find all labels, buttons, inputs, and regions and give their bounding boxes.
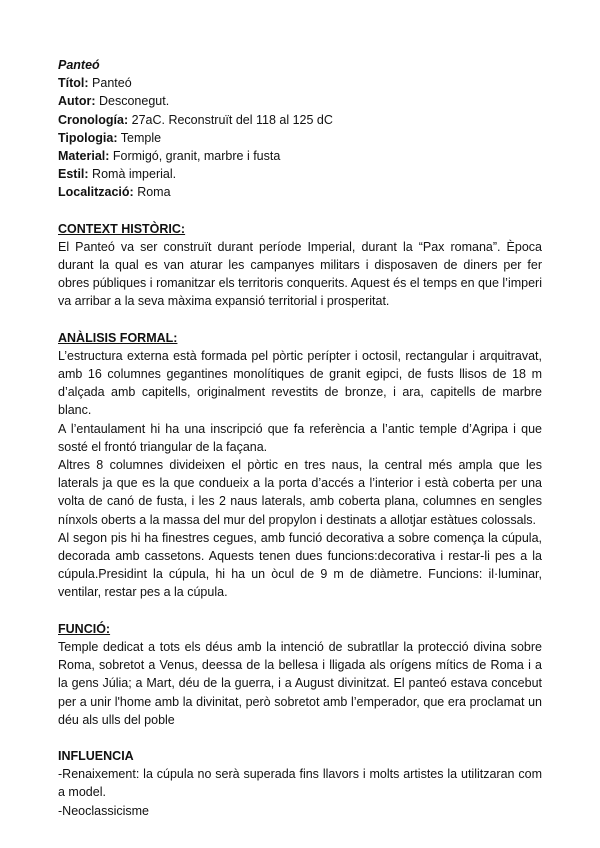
meta-label: Localització: (58, 185, 134, 200)
section-funcio (58, 620, 542, 729)
meta-label: Tipologia: (58, 130, 118, 145)
section-heading: CONTEXT HISTÒRIC: (58, 221, 186, 236)
meta-row-autor (58, 92, 542, 110)
meta-value: 27aC. Reconstruït del 118 al 125 dC (131, 112, 333, 127)
meta-value: Formigó, granit, marbre i fusta (112, 149, 281, 164)
meta-row-cronologia (58, 111, 542, 129)
meta-value: Romà imperial. (92, 167, 177, 182)
section-influencia (58, 747, 542, 820)
document-title: Panteó (58, 58, 100, 72)
meta-label: Autor: (58, 94, 96, 109)
section-context-historic (58, 220, 542, 311)
meta-value: Temple (120, 130, 162, 145)
paragraph: -Neoclassicisme (58, 803, 149, 818)
meta-label: Cronología: (58, 112, 129, 127)
meta-value: Panteó (92, 76, 132, 91)
meta-row-tipologia (58, 129, 542, 147)
paragraph: -Renaixement: la cúpula no serà superada fins llavors i molts artistes la utilitzaran com a model. (58, 767, 542, 800)
section-analisis-formal (58, 329, 542, 602)
paragraph: Temple dedicat a tots els déus amb la intenció de subratllar la protecció divina sobre Roma, sobretot a Venus, deessa de la bellesa i lligada als orígens mítics de Roma i a la gens Júlia; a Mart, déu de la guerra, i a August divinitzat. El panteó estava concebut per a unir l'home amb la divinitat, però sobretot amb l’emperador, que era proclamat un déu als ulls del poble (58, 639, 542, 727)
meta-value: Roma (137, 185, 171, 200)
section-heading: INFLUENCIA (58, 748, 134, 763)
meta-value: Desconegut. (98, 94, 170, 109)
paragraph: A l’entaulament hi ha una inscripció que fa referència a l’antic temple d’Agripa i que sosté el frontó triangular de la façana. (58, 421, 542, 454)
meta-row-titol (58, 74, 542, 92)
paragraph: L’estructura externa està formada pel pòrtic perípter i octosil, rectangular i arquitravat, amb 16 columnes gegantines monolítiques de granit egipci, de fusts llisos de 18 m d’alçada amb capitells, originalment revestits de bronze, i ara, capitells de marbre blanc. (58, 348, 542, 418)
meta-row-localitzacio (58, 183, 542, 201)
meta-label: Material: (58, 149, 110, 164)
paragraph: Altres 8 columnes divideixen el pòrtic en tres naus, la central més ampla que les laterals ja que es la que condueix a la porta d’accés a l’interior i està coberta per una volta de canó de fusta, i les 2 naus laterals, amb coberta plana, columnes en sengles nínxols oberts a la massa del mur del propylon i destinats a allotjar estàtues colossals. (58, 458, 542, 527)
paragraph: El Panteó va ser construït durant període Imperial, durant la “Pax romana”. Època durant la qual es van aturar les campanyes militars i disposaven de diners per fer obres públiques i romanitzar els territoris conquerits. Aquest és el temps en que l’imperi va arribar a la seva màxima expansió territorial i prosperitat. (58, 239, 542, 309)
meta-row-material (58, 147, 542, 165)
section-heading: ANÀLISIS FORMAL: (58, 330, 178, 345)
section-heading: FUNCIÓ: (58, 621, 111, 636)
meta-label: Títol: (58, 76, 89, 91)
meta-row-estil (58, 165, 542, 183)
meta-label: Estil: (58, 167, 89, 182)
metadata-block (58, 74, 542, 201)
paragraph: Al segon pis hi ha finestres cegues, amb funció decorativa a sobre comença la cúpula, decorada amb cassetons. Aquests tenen dues funcions:decorativa i restar-li pes a la cúpula.Presidint la cúpula, hi ha un òcul de 9 m de diàmetre. Funcions: il·luminar, ventilar, restar pes a la cúpula. (58, 530, 542, 600)
